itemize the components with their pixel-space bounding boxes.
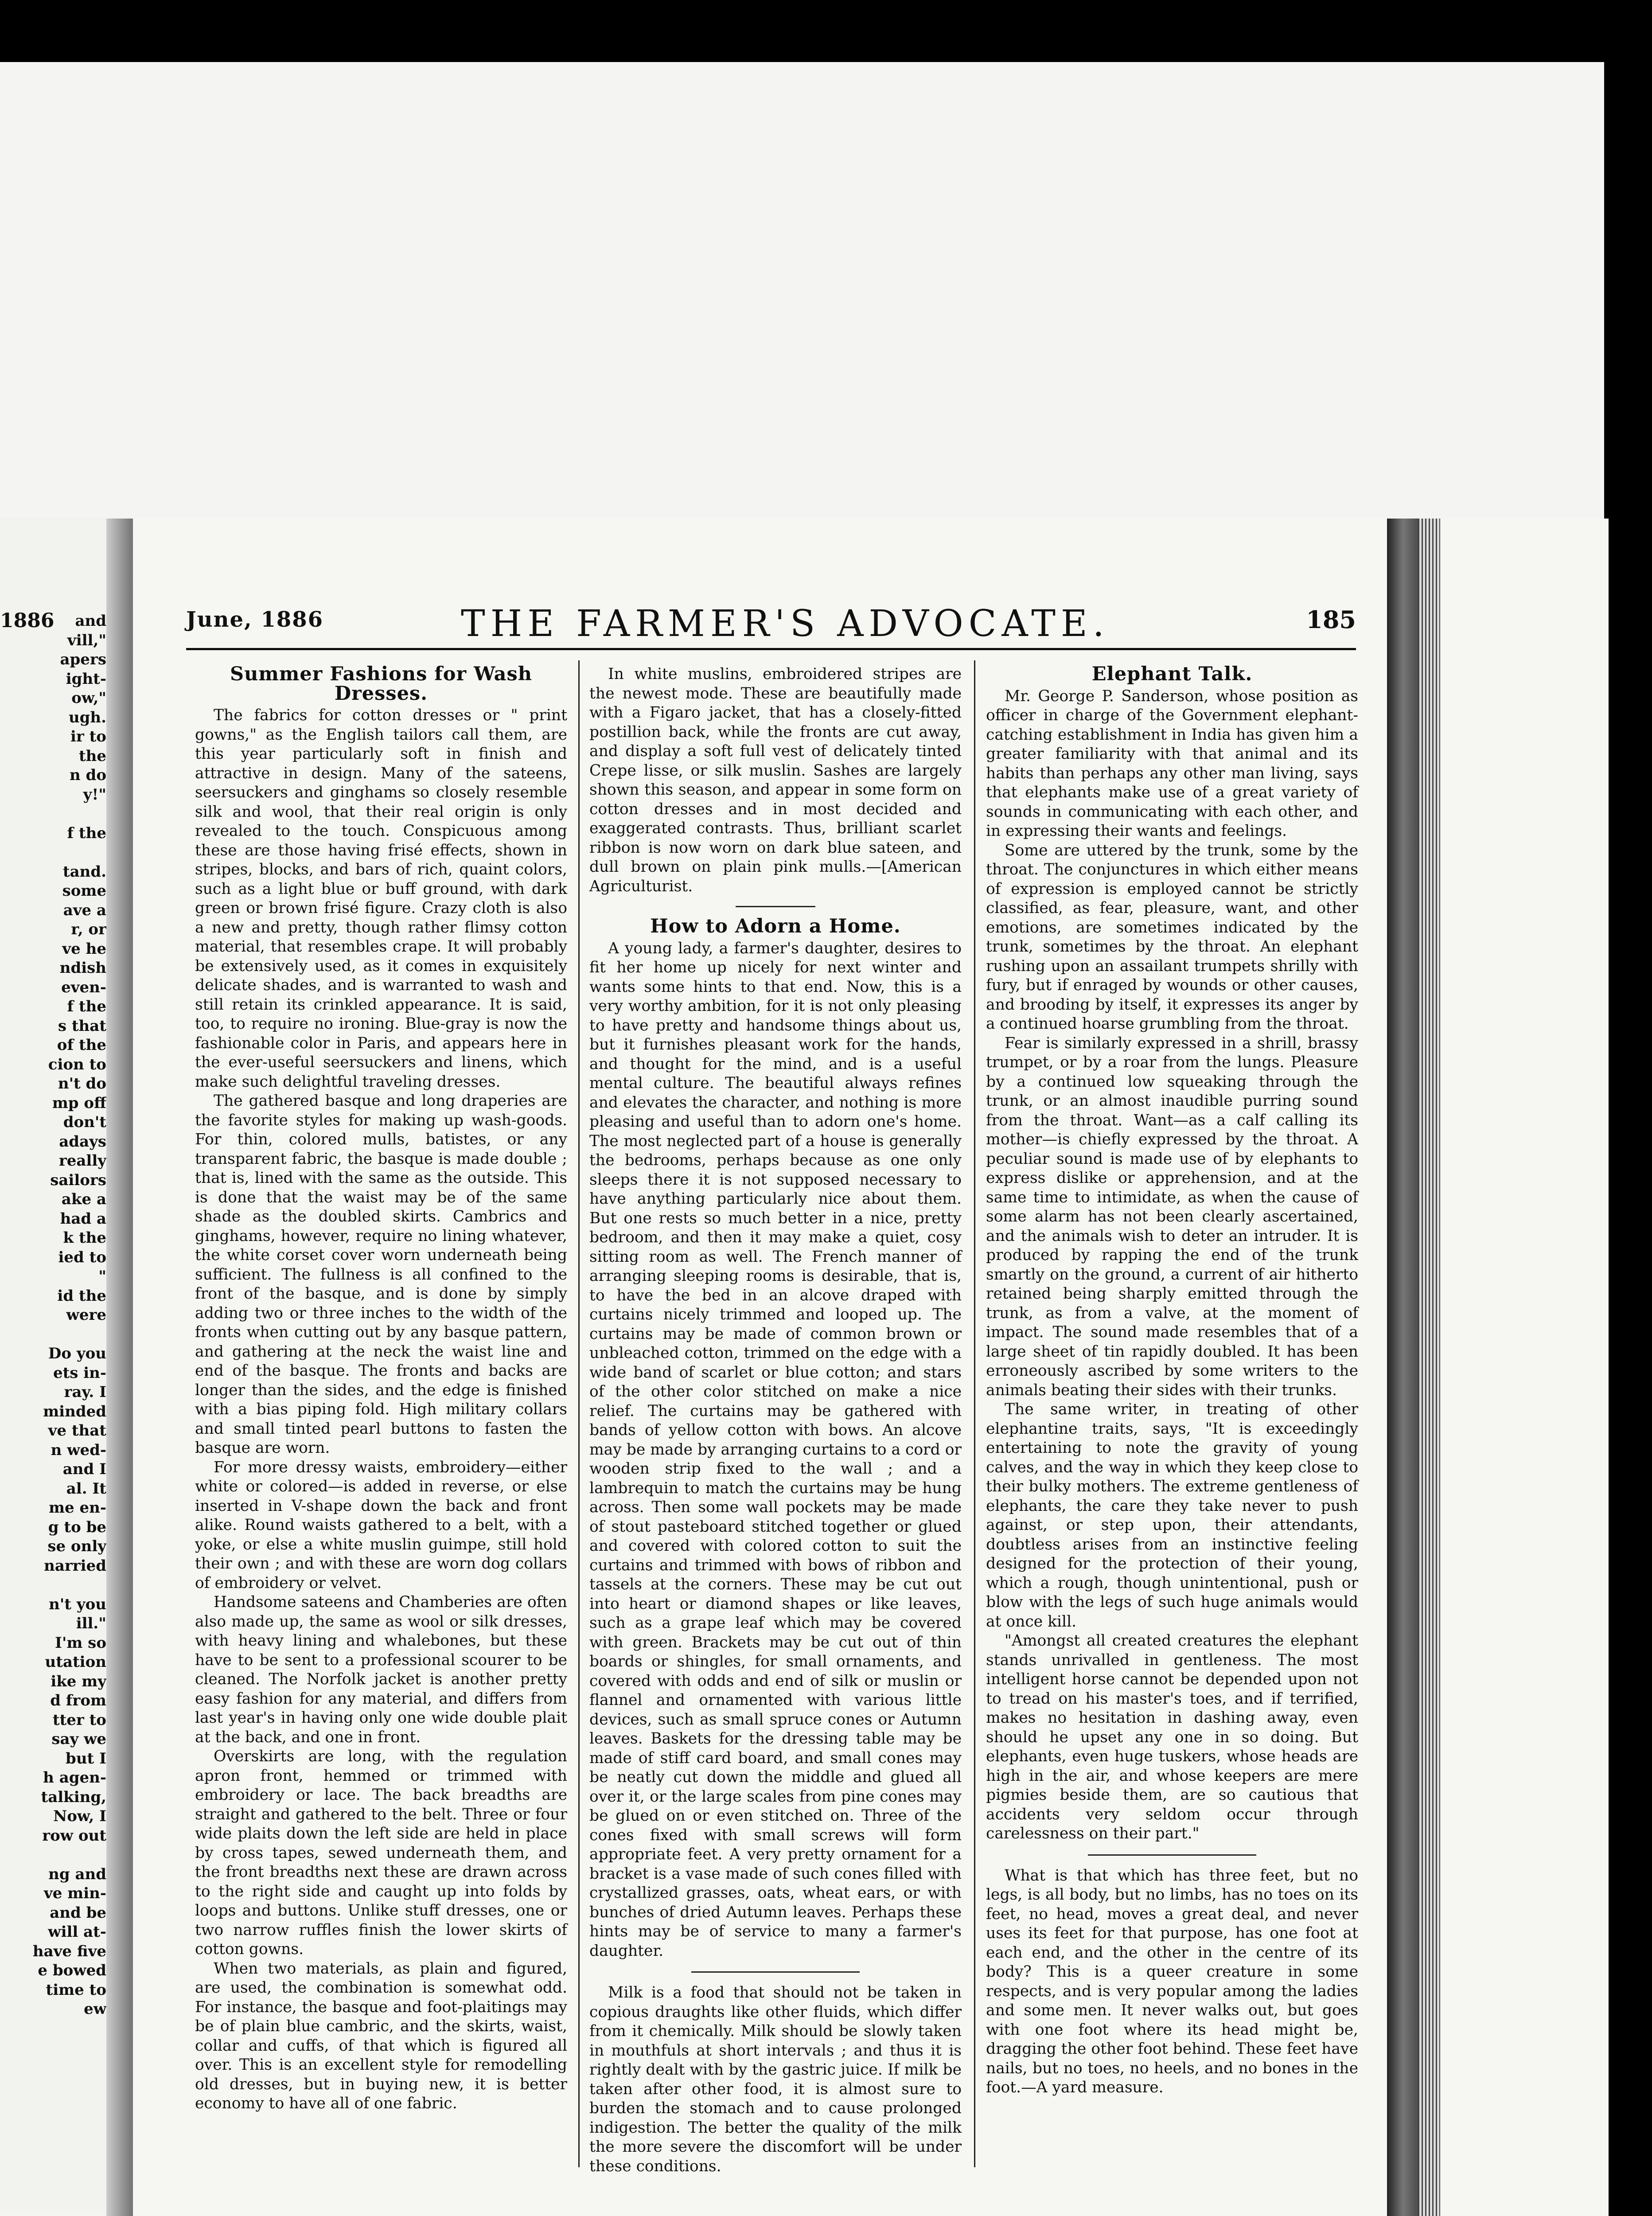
left-page-fragment: but I	[66, 1749, 106, 1767]
left-page-fragment: Do you	[48, 1345, 106, 1362]
left-page-fragment: ve min-	[44, 1884, 106, 1902]
left-page-fragment	[0, 1845, 106, 1865]
left-page-fragment: ight-	[66, 670, 106, 688]
article-paragraph: For more dressy waists, embroidery—either white or colored—is added in reverse, or else inserted in V-shape down the back and front alike. Round waists gathered to a belt, with a yoke, or else a white muslin guimpe, still hold their own ; and with these are worn dog collars of embroidery or velvet.	[195, 1458, 567, 1592]
article-paragraph: The fabrics for cotton dresses or " print gowns," as the English tailors call them, are this year particularly soft in finish and attractive in design. Many of the sateens, seersuckers and ginghams so closely resemble silk and wool, that their real origin is only revealed to the touch. Conspicuous among these are those having frisé effects, shown in stripes, blocks, and bars of rich, quaint colors, such as a light blue or buff ground, with dark green or brown frisé figure. Crazy cloth is also a new and pretty, though rather flimsy cotton material, that resembles crape. It will probably be extensively used, as it comes in exquisitely delicate shades, and is warranted to wash and still retain its crinkled appearance. It is said, too, to require no ironing. Blue-gray is now the fashionable color in Paris, and appears here in the ever-useful seersuckers and linens, which make such delightful traveling dresses.	[195, 706, 567, 1091]
page-header	[186, 603, 1356, 643]
left-page-fragment: ow,"	[71, 689, 106, 707]
left-page-fragment: g to be	[48, 1518, 106, 1536]
article-heading: Summer Fashions for Wash Dresses.	[230, 663, 532, 705]
left-page-fragment: r, or	[71, 921, 106, 938]
left-page-fragment: and	[75, 612, 106, 630]
article-paragraph: When two materials, as plain and figured, are used, the combination is somewhat odd. For instance, the basque and foot-plaitings may be of plain blue cambric, and the skirts, waist, collar and cuffs, of that which is figured all over. This is an excellent style for remodelling old dresses, but in buying new, it is better economy to have all of one fabric.	[195, 1959, 567, 2112]
left-page-fragment: ike my	[51, 1672, 106, 1690]
left-page-fragment: ng and	[48, 1865, 106, 1883]
left-page-fragment	[0, 1576, 106, 1595]
left-page-fragment: sailors	[50, 1171, 106, 1189]
left-page-fragment	[0, 804, 106, 824]
left-page-fragment: n't you	[49, 1595, 106, 1613]
left-page-fragment: apers	[60, 651, 106, 668]
left-page-fragment: n't do	[58, 1075, 106, 1092]
left-page-fragment: id the	[57, 1287, 106, 1305]
left-page-fragment: ets in-	[53, 1364, 106, 1382]
left-page-fragment: Now, I	[53, 1807, 106, 1825]
left-page-fragment: of the	[57, 1036, 106, 1054]
left-page-fragment: mp off	[52, 1094, 106, 1112]
article-heading: Elephant Talk.	[1091, 663, 1253, 685]
page-number: 185	[1306, 605, 1356, 634]
left-page-fragment: ew	[84, 2000, 106, 2018]
left-page-fragment: I'm so	[55, 1634, 106, 1652]
left-page-fragment: talking,	[41, 1788, 106, 1806]
left-page-fragment: y!"	[83, 785, 106, 804]
column-home	[589, 665, 962, 2176]
left-page-fragment: ve he	[62, 940, 106, 958]
left-page-fragment: cion to	[48, 1055, 106, 1073]
left-page-fragment: minded	[43, 1402, 106, 1420]
article-paragraph: Fear is similarly expressed in a shrill, brassy trumpet, or by a roar from the lungs. Pleasure by a continued low squeaking through the trunk, or an almost inaudible purring sound from the throat. Want—as a calf calling its mother—is chiefly expressed by the throat. A peculiar sound is made use of by elephants to express dislike or apprehension, and at the same time to intimidate, as when the cause of some alarm has not been clearly ascertained, and the animals wish to deter an intruder. It is produced by rapping the end of the trunk smartly on the ground, a current of air hitherto retained being sharply emitted through the trunk, as from a valve, at the moment of impact. The sound made resembles that of a large sheet of tin rapidly doubled. It has been erroneously ascribed by some writers to the animals beating their sides with their trunks.	[986, 1034, 1358, 1399]
left-page-fragment: k the	[63, 1229, 106, 1247]
left-page-fragment: even-	[61, 978, 106, 996]
section-rule	[736, 906, 815, 907]
left-page-fragment: narried	[44, 1557, 106, 1575]
left-page-fragment: ugh.	[68, 708, 106, 726]
left-page-year: 1886	[0, 609, 55, 632]
left-page-fragment: some	[62, 882, 106, 900]
header-rule	[186, 648, 1356, 650]
upper-background	[0, 62, 1604, 519]
article-paragraph: What is that which has three feet, but no legs, is all body, but no limbs, has no toes on its feet, no head, moves a great deal, and never uses its feet for that purpose, has one foot at each end, and the other in the centre of its body? This is a queer creature in some respects, and is very popular among the ladies and some men. It never walks out, but goes with one foot where its head might be, dragging the other foot behind. These feet have nails, but no toes, no heels, and no bones in the foot.—A yard measure.	[986, 1866, 1358, 2096]
left-page-fragment: f the	[67, 998, 106, 1015]
column-divider	[578, 660, 580, 2167]
article-paragraph: In white muslins, embroidered stripes are the newest mode. These are beautifully made with a Figaro jacket, that has a closely-fitted postillion back, while the fronts are cut away, and display a soft full vest of delicately tinted Crepe lisse, or silk muslin. Sashes are largely shown this season, and appear in some form on cotton dresses and in most decided and exaggerated contrasts. Thus, brilliant scarlet ribbon is now worn on dark blue sateen, and dull brown on plain pink mulls.—[American Agriculturist.	[589, 665, 962, 895]
left-page-fragment: don't	[63, 1113, 106, 1131]
article-heading: How to Adorn a Home.	[650, 915, 901, 937]
left-page-fragment: row out	[42, 1826, 106, 1845]
left-page-fragment: the	[78, 747, 106, 765]
left-page-fragment: e bowed	[38, 1962, 106, 1979]
left-page-fragment: tand.	[62, 862, 106, 881]
left-page-fragment: n wed-	[51, 1441, 106, 1459]
left-page-fragment: were	[66, 1306, 106, 1324]
left-page-fragment: adays	[59, 1132, 106, 1151]
left-page-fragment: ve that	[48, 1422, 106, 1440]
page-stack-edge	[1418, 519, 1440, 2216]
article-paragraph: "Amongst all created creatures the elephant stands unrivalled in gentleness. The most intelligent horse cannot be depended upon not to tread on his master's toes, and if terrified, makes no hesitation in dashing away, even should he upset any one in so doing. But elephants, even huge tuskers, whose heads are high in the air, and whose keepers are mere pigmies beside them, are so cautious that accidents very seldom occur through carelessness on their part."	[986, 1632, 1358, 1842]
article-paragraph: Handsome sateens and Chamberies are often also made up, the same as wool or silk dresses, with heavy lining and whalebones, but these have to be sent to a professional scourer to be cleaned. The Norfolk jacket is another pretty easy fashion for any material, and differs from last year's in having only one wide double plait at the back, and one in front.	[195, 1593, 567, 1746]
left-page-fragment: d from	[50, 1692, 106, 1709]
issue-date: June, 1886	[186, 607, 324, 632]
left-page-fragment: utation	[45, 1653, 106, 1671]
left-page-fragment: n do	[69, 766, 106, 784]
left-page-fragment: me en-	[49, 1499, 106, 1517]
article-paragraph: Mr. George P. Sanderson, whose position as officer in charge of the Government elephant-catching establishment in India has given him a greater familiarity with that animal and its habits than perhaps any other man living, says that elephants make use of a great variety of sounds in communicating with each other, and in expressing their wants and feelings.	[986, 687, 1358, 840]
section-rule	[1088, 1854, 1256, 1856]
left-page-fragment: "	[98, 1268, 106, 1285]
left-page-fragment: s that	[58, 1017, 106, 1035]
left-page-fragment: will at-	[48, 1923, 106, 1941]
left-page-fragment: ndish	[59, 959, 106, 977]
left-page-fragment: ir to	[70, 728, 106, 745]
article-paragraph: A young lady, a farmer's daughter, desires to fit her home up nicely for next winter and wants some hints to that end. Now, this is a very worthy ambition, for it is not only pleasing to have pretty and handsome things about us, but it furnishes pleasant work for the hands, and thought for the mind, and is a useful mental culture. The beautiful always refines and elevates the character, and nothing is more pleasing and useful than to adorn one's home. The most neglected part of a house is generally the bedrooms, perhaps because as one only sleeps there it is not supposed necessary to have anything particularly nice about them. But one rests so much better in a nice, pretty bedroom, and then it may make a quiet, cosy sitting room as well. The French manner of arranging sleeping rooms is desirable, that is, to have the bed in an alcove draped with curtains nicely trimmed and looped up. The curtains may be made of common brown or unbleached cotton, trimmed on the edge with a wide band of scarlet or blue cotton; and stars of the other color stitched on make a nice relief. The curtains may be gathered with bands of yellow cotton with bows. An alcove may be made by arranging curtains to a cord or wooden strip fixed to the wall ; and a lambrequin to match the curtains may be hung across. Then some wall pockets may be made of stout pasteboard stitched together or glued and covered with colored cotton to suit the curtains and trimmed with bows of ribbon and tassels at the corners. These may be cut out into heart or diamond shapes or like leaves, such as a grape leaf which may be covered with green. Brackets may be cut out of thin boards or shingles, for small ornaments, and covered with odds and end of silk or muslin or flannel and ornamented with various little devices, such as small spruce cones or Autumn leaves. Baskets for the dressing table may be made of stiff card board, and small cones may be neatly cut down the middle and glued all over it, or the large scales from pine cones may be glued on or even stitched on. Three of the cones fixed with small screws will form appropriate feet. A very pretty ornament for a bracket is a vase made of such cones filled with crystallized grasses, oats, wheat ears, or with bunches of dried Autumn leaves. Perhaps these hints may be of service to many a farmer's daughter.	[589, 939, 962, 1960]
article-paragraph: Overskirts are long, with the regulation apron front, hemmed or trimmed with embroidery or lace. The back breadths are straight and gathered to the belt. Three or four wide plaits down the left side are held in place by cross tapes, sewed underneath them, and the front breadths next these are drawn across to the right side and caught up into folds by loops and buttons. Unlike stuff dresses, one or two narrow ruffles finish the lower skirts of cotton gowns.	[195, 1748, 567, 1958]
article-paragraph: Some are uttered by the trunk, some by the throat. The conjunctures in which either means of expression is employed cannot be strictly classified, as fear, pleasure, want, and other emotions, are sometimes indicated by the trunk, sometimes by the throat. An elephant rushing upon an assailant trumpets shrilly with fury, but if enraged by wounds or other causes, and brooding by itself, it expresses its anger by a continued hoarse grumbling from the throat.	[986, 841, 1358, 1033]
left-page-fragment: f the	[67, 824, 106, 842]
article-paragraph: The same writer, in treating of other elephantine traits, says, "It is exceedingly entertaining to note the gravity of young calves, and the way in which they keep close to their bulky mothers. The extreme gentleness of elephants, the care they take never to push against, or step upon, their attendants, doubtless arises from an instinctive feeling designed for the protection of their young, which a rough, though unintentional, push or blow with the legs of such huge animals would at once kill.	[986, 1401, 1358, 1631]
left-page-fragment: al. It	[66, 1479, 106, 1498]
left-page-fragment: se only	[47, 1537, 106, 1555]
left-page-fragment: have five	[32, 1942, 106, 1960]
left-page-fragment: tter to	[52, 1711, 106, 1729]
article-paragraph: Milk is a food that should not be taken in copious draughts like other fluids, which differ from it chemically. Milk should be slowly taken in mouthfuls at short intervals ; and thus it is rightly dealt with by the gastric juice. If milk be taken after other food, it is almost sure to burden the stomach and to cause prolonged indigestion. The better the quality of the milk the more severe the discomfort will be under these conditions.	[589, 1984, 962, 2175]
left-page-fragments	[0, 612, 106, 2019]
column-elephants	[986, 665, 1358, 2098]
left-page-fragment: and I	[62, 1460, 106, 1478]
left-page-fragment: ake a	[61, 1190, 106, 1208]
left-page-fragment: vill,"	[67, 631, 106, 649]
masthead-title: THE FARMER'S ADVOCATE.	[461, 603, 1110, 645]
column-divider	[974, 660, 975, 2167]
column-fashions	[195, 665, 567, 2114]
left-page-fragment	[0, 1325, 106, 1345]
left-page-fragment: time to	[46, 1981, 106, 1999]
left-page-fragment: ill."	[76, 1615, 106, 1632]
left-page-fragment: h agen-	[43, 1769, 106, 1787]
left-page-fragment: say we	[51, 1730, 106, 1748]
left-page-fragment: and be	[50, 1904, 106, 1922]
left-page-fragment	[0, 843, 106, 862]
section-rule	[691, 1971, 860, 1973]
left-page-fragment: ray. I	[64, 1383, 106, 1401]
left-page-fragment: ave a	[63, 901, 106, 919]
left-page-fragment: really	[58, 1152, 106, 1170]
article-paragraph: The gathered basque and long draperies are the favorite styles for making up wash-goods. For thin, colored mulls, batistes, or any transparent fabric, the basque is made double ; that is, lined with the same as the outside. This is done that the waist may be of the same shade as the doubled skirts. Cambrics and ginghams, however, require no lining whatever, the white corset cover worn underneath being sufficient. The fullness is all confined to the front of the basque, and is done by simply adding two or three inches to the width of the fronts when cutting out by any basque pattern, and gathering at the neck the waist line and end of the basque. The fronts and backs are longer than the sides, and the edge is finished with a bias piping fold. High military collars and small tinted pearl buttons to fasten the basque are worn.	[195, 1092, 567, 1457]
left-page-fragment: ied to	[58, 1248, 106, 1266]
left-page-fragment: had a	[60, 1209, 106, 1228]
